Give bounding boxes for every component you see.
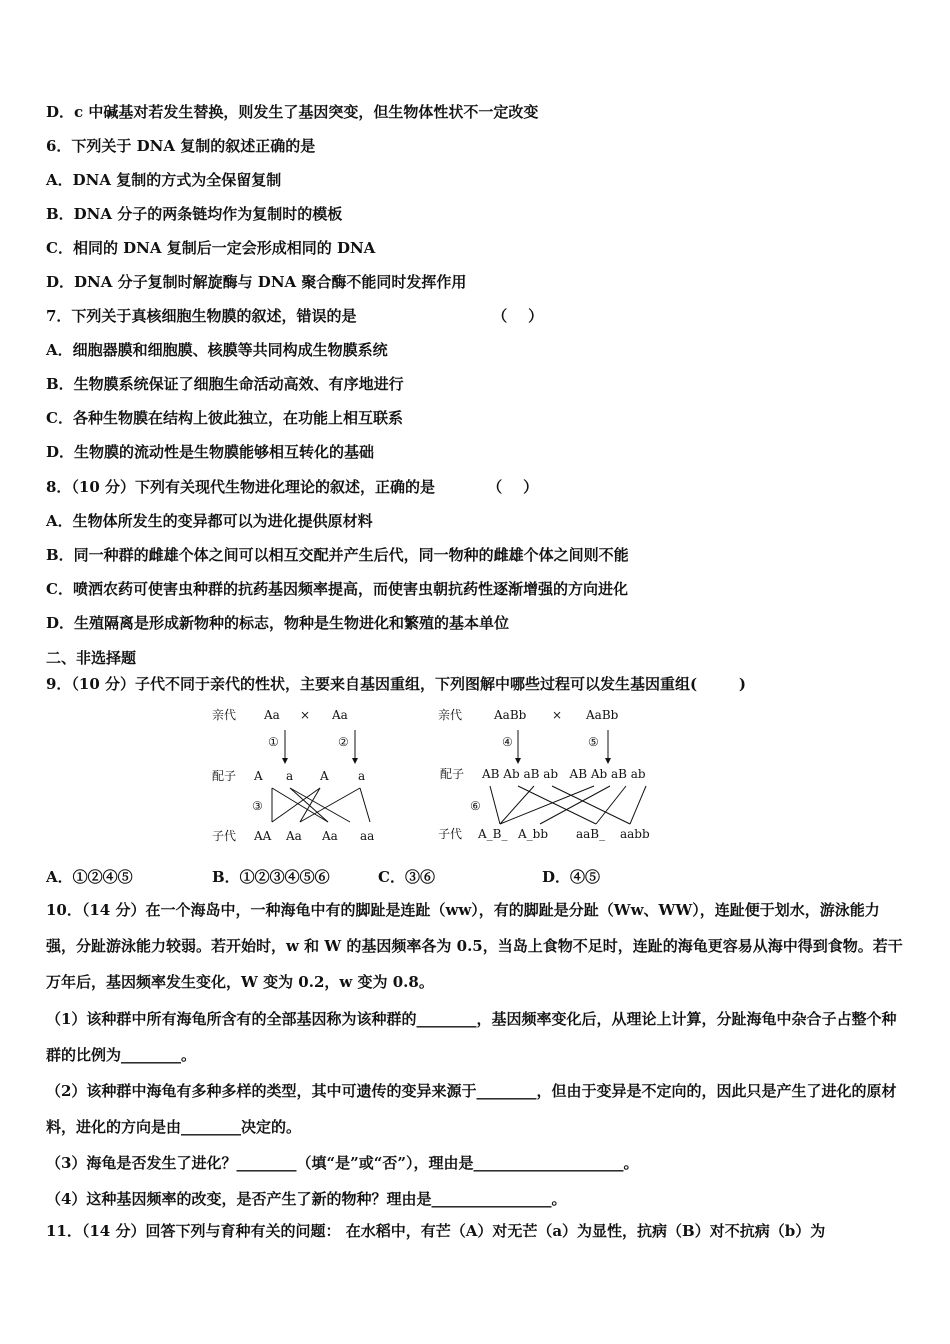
right-cross: ×: [552, 708, 563, 722]
q9-stem: 9．（10 分）子代不同于亲代的性状，主要来自基因重组，下列图解中哪些过程可以发生基因重组( ): [46, 675, 747, 693]
line-q6-stem: 6．下列关于 DNA 复制的叙述正确的是: [46, 137, 316, 155]
q11-stem: 11．（14 分）回答下列与育种有关的问题： 在水稻中，有芒（A）对无芒（a）为显性，抗病（B）对不抗病（b）为: [46, 1222, 826, 1240]
left-gamete-label: 配子: [212, 769, 237, 783]
line-q8-a: A．生物体所发生的变异都可以为进化提供原材料: [46, 512, 373, 530]
right-child-2: A_bb: [518, 827, 549, 841]
left-gamete-2: a: [286, 769, 294, 783]
left-child-1: AA: [254, 829, 272, 843]
line-q6-a: A．DNA 复制的方式为全保留复制: [46, 171, 282, 189]
left-cross-lines: [272, 788, 370, 822]
left-gamete-4: a: [358, 769, 366, 783]
right-parent1: AaBb: [494, 708, 527, 722]
step-6: ⑥: [470, 799, 481, 813]
step-2: ②: [338, 735, 349, 749]
line-q7-d: D．生物膜的流动性是生物膜能够相互转化的基础: [46, 443, 375, 461]
arrowhead-5: [605, 758, 611, 764]
q10-sub3: （3）海龟是否发生了进化？________（填“是”或“否”），理由是____________________。: [46, 1154, 639, 1172]
line-q7-b: B．生物膜系统保证了细胞生命活动高效、有序地进行: [46, 375, 404, 393]
right-parent-label: 亲代: [438, 708, 463, 722]
step-4: ④: [502, 735, 513, 749]
line-q7-a: A．细胞器膜和细胞膜、核膜等共同构成生物膜系统: [46, 341, 388, 359]
right-child-4: aabb: [620, 827, 650, 841]
q9-option-a: A．①②④⑤: [46, 868, 133, 886]
line-q7-stem: 7．下列关于真核细胞生物膜的叙述，错误的是 （ ）: [46, 307, 544, 325]
left-parent1: Aa: [264, 708, 280, 722]
right-child-label: 子代: [438, 827, 463, 841]
right-cross-lines: [490, 786, 646, 824]
step-5: ⑤: [588, 735, 599, 749]
left-child-2: Aa: [286, 829, 302, 843]
line-q6-c: C．相同的 DNA 复制后一定会形成相同的 DNA: [46, 239, 376, 257]
q10-sub2: （2）该种群中海龟有多种多样的类型，其中可遗传的变异来源于________，但由于变异是不定向的，因此只是产生了进化的原材料，进化的方向是由________决定的。: [46, 1082, 897, 1136]
left-gamete-1: A: [254, 769, 263, 783]
right-gamete-label: 配子: [440, 767, 465, 781]
q10-sub4: （4）这种基因频率的改变，是否产生了新的物种？理由是________________。: [46, 1190, 567, 1208]
genetics-diagram: [200, 700, 700, 850]
left-child-4: aa: [360, 829, 375, 843]
left-child-label: 子代: [212, 829, 237, 843]
line-q5-d: D．c 中碱基对若发生替换，则发生了基因突变，但生物体性状不一定改变: [46, 103, 539, 121]
q10-stem: 10．（14 分）在一个海岛中，一种海龟中有的脚趾是连趾（ww），有的脚趾是分趾（Ww、WW），连趾便于划水，游泳能力强，分趾游泳能力较弱。若开始时，w 和 W 的基因频率各为 0.5，当岛上食物不足时，连趾的海龟更容易从海中得到食物。若干万年后，基因频率发生变化，W 变为 0.2，w 变为 0.8。: [46, 901, 903, 991]
line-q8-c: C．喷洒农药可使害虫种群的抗药基因频率提高，而使害虫朝抗药性逐渐增强的方向进化: [46, 580, 628, 598]
line-q6-b: B．DNA 分子的两条链均作为复制时的模板: [46, 205, 343, 223]
q9-option-c: C．③⑥: [378, 868, 435, 886]
left-parent-label: 亲代: [212, 708, 237, 722]
right-gametes: AB Ab aB ab AB Ab aB ab: [482, 767, 646, 781]
right-parent2: AaBb: [586, 708, 619, 722]
left-gamete-3: A: [320, 769, 329, 783]
right-child-3: aaB_: [576, 827, 606, 841]
line-q6-d: D．DNA 分子复制时解旋酶与 DNA 聚合酶不能同时发挥作用: [46, 273, 467, 291]
q9-option-b: B．①②③④⑤⑥: [212, 868, 330, 886]
step-1: ①: [268, 735, 279, 749]
left-cross: ×: [300, 708, 311, 722]
step-3: ③: [252, 799, 263, 813]
left-child-3: Aa: [322, 829, 338, 843]
line-q8-stem: 8．（10 分）下列有关现代生物进化理论的叙述，正确的是 （ ）: [46, 478, 539, 496]
arrowhead-1: [282, 758, 288, 764]
line-q8-b: B．同一种群的雌雄个体之间可以相互交配并产生后代，同一物种的雌雄个体之间则不能: [46, 546, 629, 564]
section-heading: 二、非选择题: [46, 649, 137, 667]
q9-option-d: D．④⑤: [542, 868, 601, 886]
left-parent2: Aa: [332, 708, 348, 722]
arrowhead-2: [352, 758, 358, 764]
right-child-1: A_B_: [478, 827, 508, 841]
line-q8-d: D．生殖隔离是形成新物种的标志，物种是生物进化和繁殖的基本单位: [46, 614, 510, 632]
arrowhead-4: [515, 758, 521, 764]
q10-sub1: （1）该种群中所有海龟所含有的全部基因称为该种群的________，基因频率变化后，从理论上计算，分趾海龟中杂合子占整个种群的比例为________。: [46, 1010, 897, 1064]
line-q7-c: C．各种生物膜在结构上彼此独立，在功能上相互联系: [46, 409, 403, 427]
